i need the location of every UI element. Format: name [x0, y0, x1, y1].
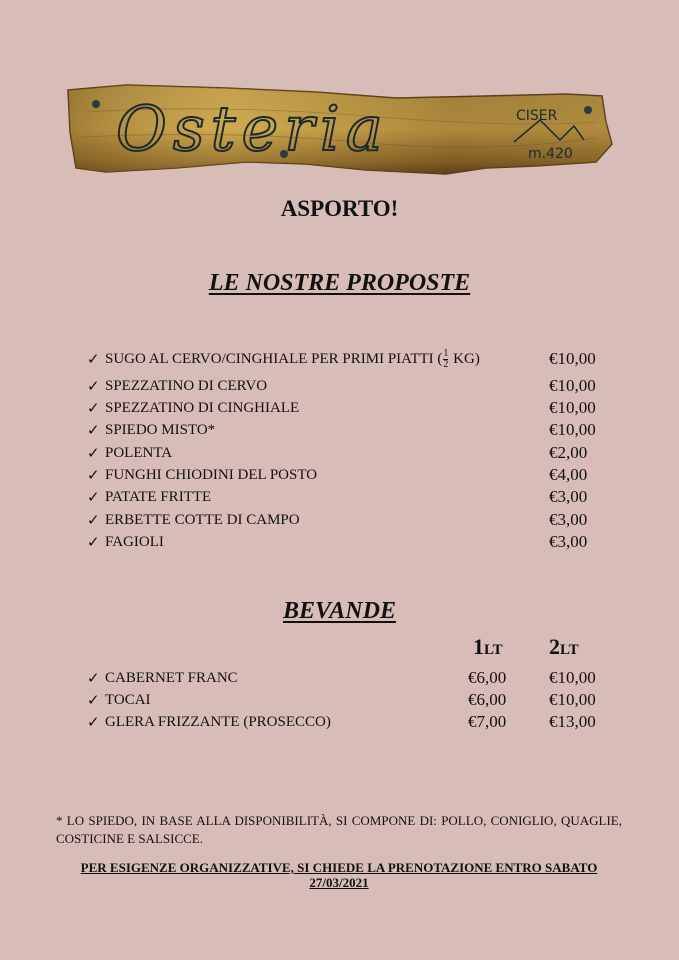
item-name: ERBETTE COTTE DI CAMPO [105, 511, 300, 528]
menu-item [87, 531, 617, 553]
item-name: SUGO AL CERVO/CINGHIALE PER PRIMI PIATTI ( [105, 350, 443, 367]
menu-item [87, 397, 617, 419]
page-title: ASPORTO! [280, 196, 399, 221]
item-price: €3,00 [549, 510, 588, 529]
item-price: €3,00 [549, 487, 588, 506]
menu-item [87, 509, 617, 531]
check-icon: ✓ [87, 692, 100, 709]
price-2l: €13,00 [549, 712, 596, 731]
item-name: PATATE FRITTE [105, 488, 212, 505]
sign-badge-bottom: m.420 [528, 146, 573, 162]
item-price: €10,00 [549, 398, 596, 417]
check-icon: ✓ [87, 400, 100, 417]
footnote: * LO SPIEDO, IN BASE ALLA DISPONIBILITÀ, SI COMPONE DI: POLLO, CONIGLIO, QUAGLIE, COSTICINE E SALSICCE. [56, 813, 622, 846]
item-name: FAGIOLI [105, 533, 164, 550]
price-2l: €10,00 [549, 690, 596, 709]
menu-item [87, 442, 617, 464]
menu-item [87, 464, 617, 486]
item-price: €2,00 [549, 443, 588, 462]
check-icon: ✓ [87, 378, 100, 395]
item-name: FUNGHI CHIODINI DEL POSTO [105, 466, 318, 483]
item-name: SPEZZATINO DI CERVO [105, 377, 268, 394]
check-icon: ✓ [87, 534, 100, 551]
column-header-2l: 2LT [549, 634, 579, 659]
sign-script-text: Osteria [116, 92, 389, 165]
check-icon: ✓ [87, 489, 100, 506]
check-icon: ✓ [87, 422, 100, 439]
price-1l: €7,00 [468, 712, 507, 731]
wooden-sign-image [66, 82, 614, 176]
drink-item [87, 689, 617, 711]
item-name: CABERNET FRANC [105, 669, 238, 686]
drink-item [87, 667, 617, 689]
check-icon: ✓ [87, 670, 100, 687]
item-price: €10,00 [549, 349, 596, 368]
fraction: $\frac{1}{2}$ [443, 347, 449, 370]
menu-item [87, 486, 617, 508]
item-price: €10,00 [549, 420, 596, 439]
item-name: TOCAI [105, 691, 151, 708]
reservation-notice: PER ESIGENZE ORGANIZZATIVE, SI CHIEDE LA PRENOTAZIONE ENTRO SABATO 27/03/2021 [80, 860, 598, 890]
price-2l: €10,00 [549, 668, 596, 687]
item-name: GLERA FRIZZANTE (PROSECCO) [105, 713, 331, 730]
sign-badge-top: CISER [516, 108, 558, 124]
price-1l: €6,00 [468, 668, 507, 687]
check-icon: ✓ [87, 445, 100, 462]
menu-item [87, 375, 617, 397]
proposals-heading: LE NOSTRE PROPOSTE [208, 270, 471, 296]
drinks-heading: BEVANDE [283, 598, 396, 624]
item-price: €3,00 [549, 532, 588, 551]
menu-item [87, 419, 617, 441]
check-icon: ✓ [87, 714, 100, 731]
column-header-1l: 1LT [473, 634, 503, 659]
item-price: €10,00 [549, 376, 596, 395]
check-icon: ✓ [87, 512, 100, 529]
item-name: SPIEDO MISTO* [105, 421, 216, 438]
osteria-sign-logo [66, 82, 614, 176]
price-1l: €6,00 [468, 690, 507, 709]
check-icon: ✓ [87, 467, 100, 484]
item-name: SPEZZATINO DI CINGHIALE [105, 399, 300, 416]
menu-item: ✓ SUGO AL CERVO/CINGHIALE PER PRIMI PIATTI ( $\frac{1}{2}$ KG) €10,00 [87, 347, 596, 370]
drink-item [87, 711, 617, 733]
check-icon: ✓ [87, 351, 100, 368]
item-price: €4,00 [549, 465, 588, 484]
item-name: POLENTA [105, 444, 173, 461]
